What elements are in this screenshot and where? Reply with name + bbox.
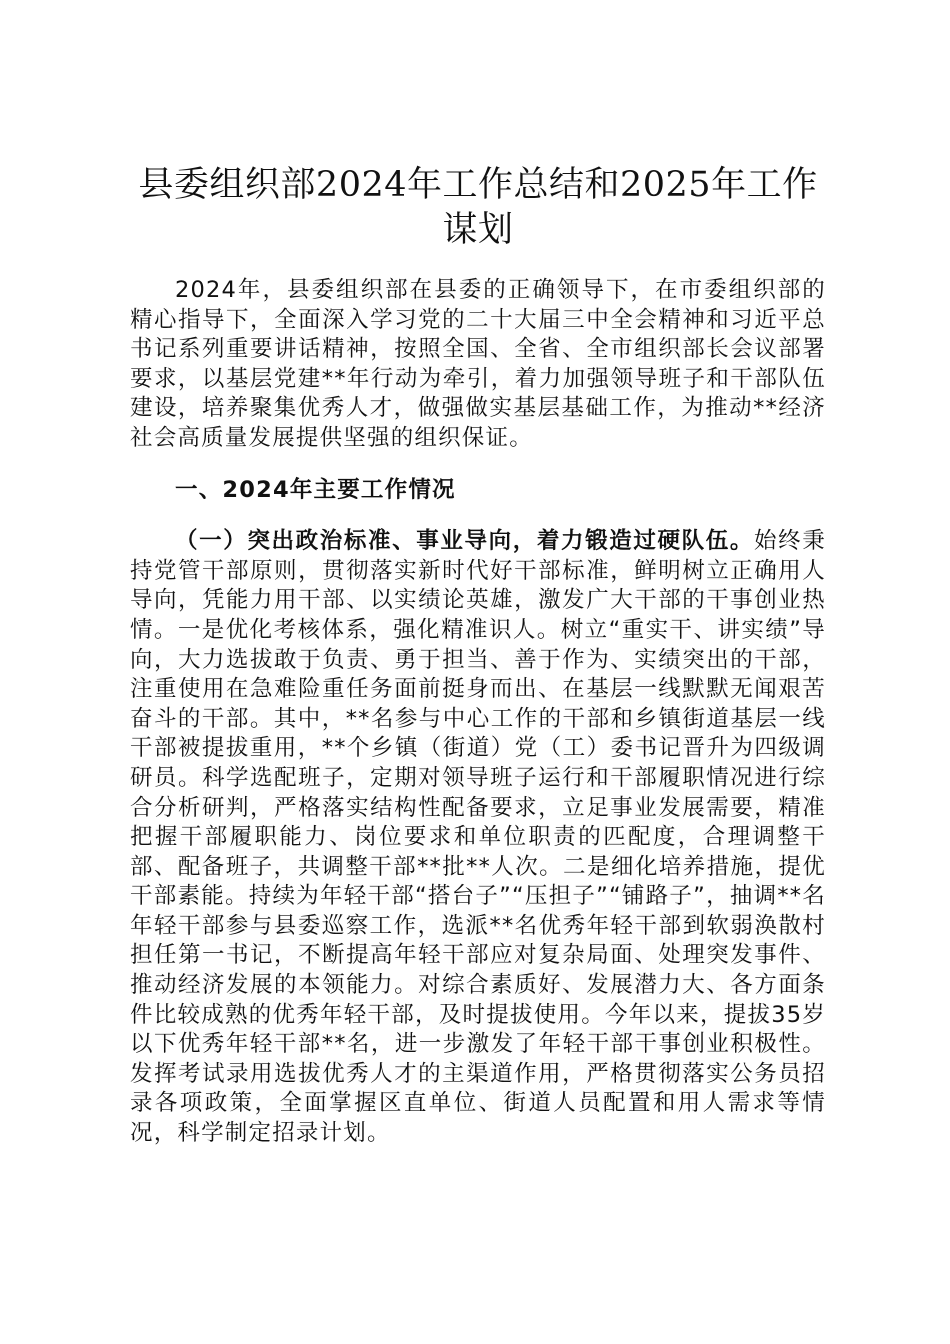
subsection-lead: （一）突出政治标准、事业导向，着力锻造过硬队伍。	[175, 528, 755, 555]
intro-paragraph: 2024年，县委组织部在县委的正确领导下，在市委组织部的精心指导下，全面深入学习党的二十大届三中全会精神和习近平总书记系列重要讲话精神，按照全国、全省、全市组织部长会议部署要求，以基层党建**年行动为牵引，着力加强领导班子和干部队伍建设，培养聚集优秀人才，做强做实基层基础工作，为推动**经济社会高质量发展提供坚强的组织保证。	[130, 277, 826, 451]
document-title: 县委组织部2024年工作总结和2025年工作谋划	[138, 165, 818, 250]
subsection-body: 始终秉持党管干部原则，贯彻落实新时代好干部标准，鲜明树立正确用人导向，凭能力用干部、以实绩论英雄，激发广大干部的干事创业热情。一是优化考核体系，强化精准识人。树立“重实干、讲实绩”导向，大力选拔敢于负责、勇于担当、善于作为、实绩突出的干部，注重使用在急难险重任务面前挺身而出、在基层一线默默无闻艰苦奋斗的干部。其中，**名参与中心工作的干部和乡镇街道基层一线干部被提拔重用，**个乡镇（街道）党（工）委书记晋升为四级调研员。科学选配班子，定期对领导班子运行和干部履职情况进行综合分析研判，严格落实结构性配备要求，立足事业发展需要，精准把握干部履职能力、岗位要求和单位职责的匹配度，合理调整干部、配备班子，共调整干部**批**人次。二是细化培养措施，提优干部素能。持续为年轻干部“搭台子”“压担子”“铺路子”，抽调**名年轻干部参与县委巡察工作，选派**名优秀年轻干部到软弱涣散村担任第一书记，不断提高年轻干部应对复杂局面、处理突发事件、推动经济发展的本领能力。对综合素质好、发展潜力大、各方面条件比较成熟的优秀年轻干部，及时提拔使用。今年以来，提拔35岁以下优秀年轻干部**名，进一步激发了年轻干部干事创业积极性。发挥考试录用选拔优秀人才的主渠道作用，严格贯彻落实公务员招录各项政策，全面掌握区直单位、街道人员配置和用人需求等情况，科学制定招录计划。	[130, 528, 826, 1147]
title-block	[130, 163, 826, 253]
document-body	[130, 276, 826, 1149]
section-heading: 一、2024年主要工作情况	[175, 476, 456, 503]
subsection-paragraph	[130, 527, 826, 1148]
